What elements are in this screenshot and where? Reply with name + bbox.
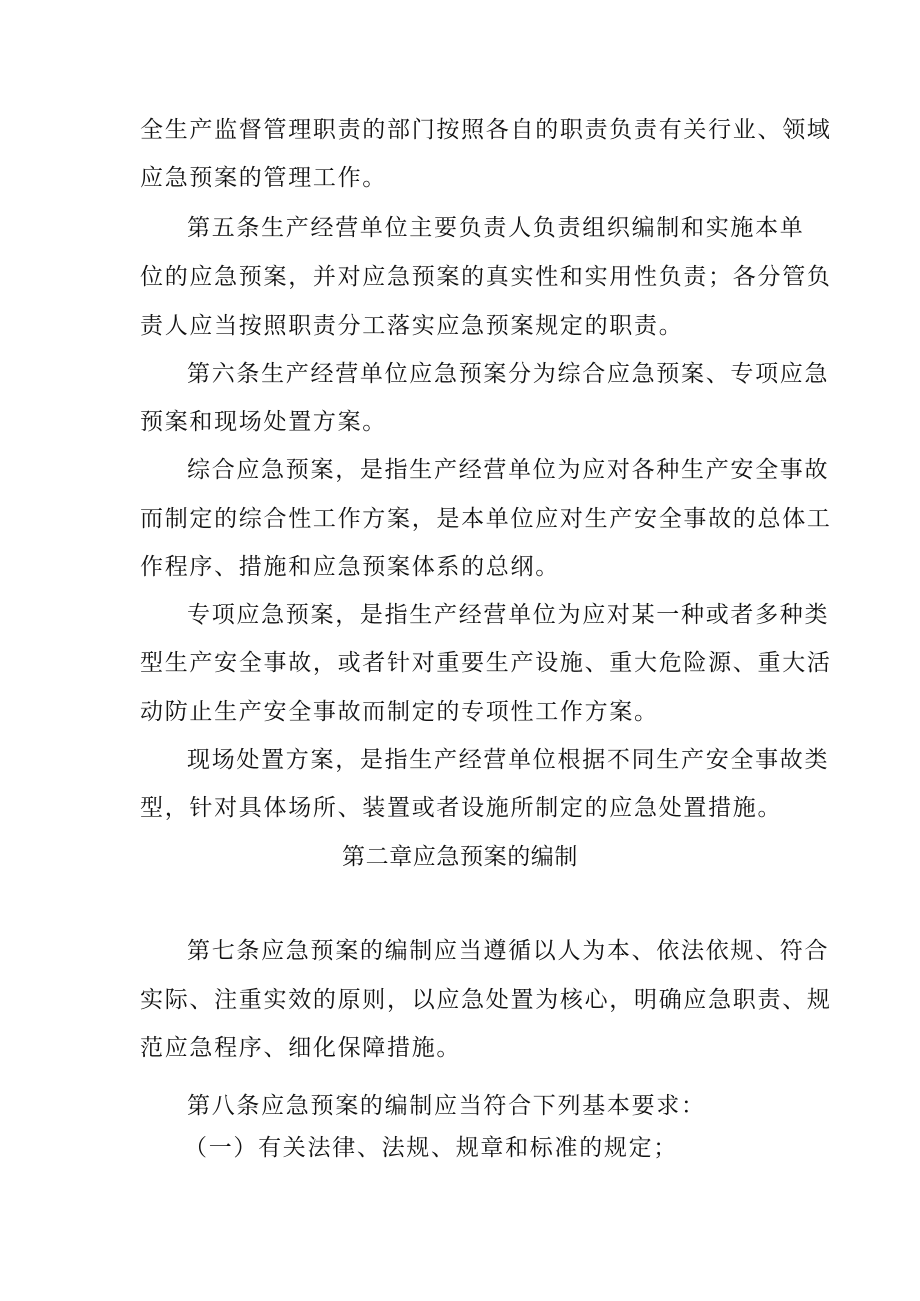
paragraph-comprehensive-plan: 综合应急预案，是指生产经营单位为应对各种生产安全事故 <box>187 457 830 483</box>
text-line: 责人应当按照职责分工落实应急预案规定的职责。 <box>140 313 684 339</box>
paragraph-article-5: 第五条生产经营单位主要负责人负责组织编制和实施本单 <box>187 215 805 241</box>
text-line: 实际、注重实效的原则，以应急处置为核心，明确应急职责、规 <box>140 987 832 1013</box>
text-line: 全生产监督管理职责的部门按照各自的职责负责有关行业、领域 <box>140 117 832 143</box>
paragraph-article-6: 第六条生产经营单位应急预案分为综合应急预案、专项应急 <box>187 361 830 387</box>
text-line: 型，针对具体场所、装置或者设施所制定的应急处置措施。 <box>140 795 783 821</box>
text-line: 范应急程序、细化保障措施。 <box>140 1035 462 1061</box>
list-item-1: （一）有关法律、法规、规章和标准的规定； <box>184 1135 678 1161</box>
text-line: 而制定的综合性工作方案，是本单位应对生产安全事故的总体工 <box>140 506 832 532</box>
text-line: 位的应急预案，并对应急预案的真实性和实用性负责；各分管负 <box>140 264 832 290</box>
paragraph-onsite-plan: 现场处置方案，是指生产经营单位根据不同生产安全事故类 <box>187 747 830 773</box>
text-line: 预案和现场处置方案。 <box>140 409 387 435</box>
text-line: 型生产安全事故，或者针对重要生产设施、重大危险源、重大活 <box>140 650 832 676</box>
chapter-heading: 第二章应急预案的编制 <box>342 844 578 870</box>
text-line: 动防止生产安全事故而制定的专项性工作方案。 <box>140 699 659 725</box>
text-line: 作程序、措施和应急预案体系的总纲。 <box>140 554 560 580</box>
text-line: 应急预案的管理工作。 <box>140 165 387 191</box>
paragraph-article-7: 第七条应急预案的编制应当遵循以人为本、依法依规、符合 <box>187 938 830 964</box>
paragraph-article-8: 第八条应急预案的编制应当符合下列基本要求： <box>187 1093 706 1119</box>
paragraph-special-plan: 专项应急预案，是指生产经营单位为应对某一种或者多种类 <box>187 602 830 628</box>
